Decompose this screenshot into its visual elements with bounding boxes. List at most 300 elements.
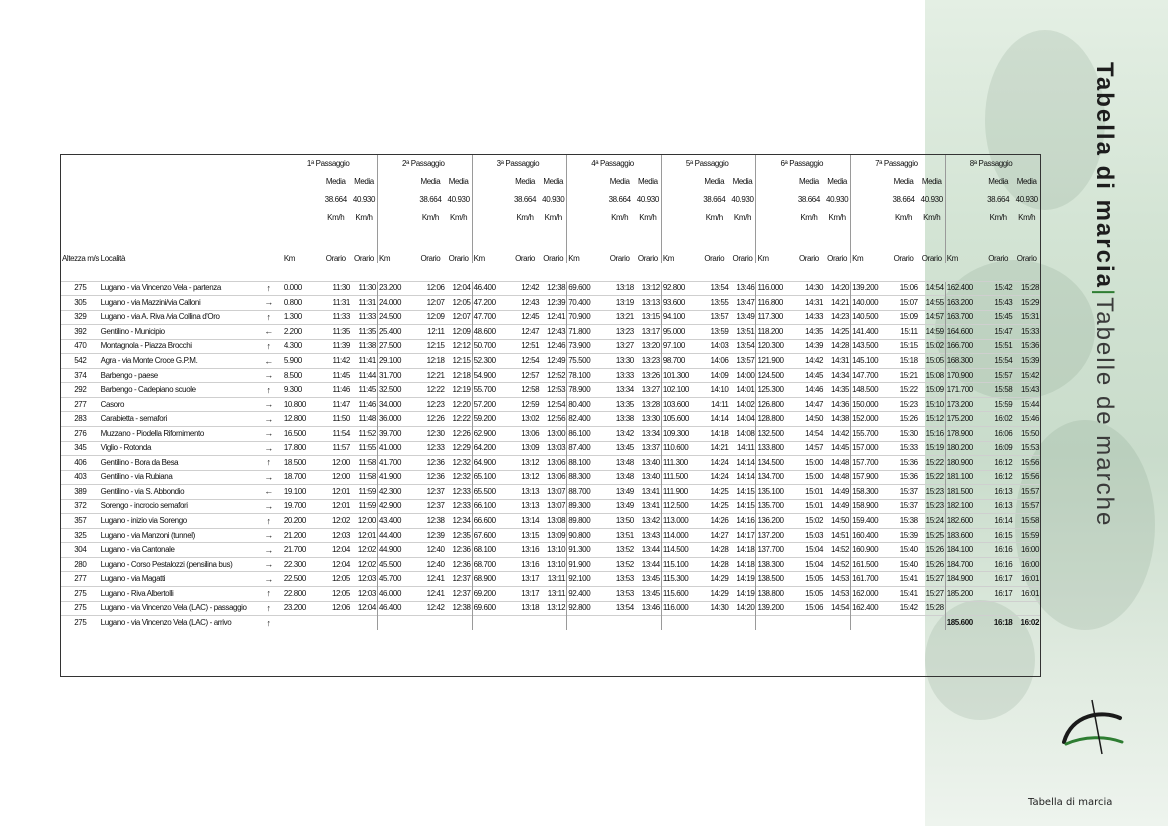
speed-value: 40.930 [542, 195, 565, 204]
km-cell: 25.400 [377, 325, 415, 340]
km-cell: 180.900 [945, 456, 983, 471]
time-fast-cell: 12:57 [510, 368, 541, 383]
km-header: Km [851, 227, 889, 263]
direction-arrow-icon: → [254, 368, 283, 383]
locality-cell: Montagnola - Piazza Brocchi [100, 339, 255, 354]
table-row [61, 601, 1040, 616]
time-fast-cell: 15:39 [888, 528, 919, 543]
time-slow-cell [540, 616, 566, 631]
speed-unit: Km/h [516, 213, 534, 222]
time-fast-cell: 13:51 [604, 528, 635, 543]
pass-ordinal: a [689, 160, 693, 166]
time-fast-cell: 12:00 [320, 470, 351, 485]
pass-title-2 [377, 155, 472, 173]
time-slow-cell: 14:25 [824, 325, 850, 340]
time-slow-cell: 14:50 [824, 514, 850, 529]
header-blank [472, 173, 510, 191]
time-fast-cell: 14:29 [699, 586, 730, 601]
time-fast-cell: 13:45 [604, 441, 635, 456]
km-cell: 27.500 [377, 339, 415, 354]
time-fast-cell: 16:17 [983, 572, 1014, 587]
media-label: Media [609, 177, 630, 186]
km-cell: 31.700 [377, 368, 415, 383]
km-cell: 21.200 [283, 528, 321, 543]
speed-value: 40.930 [352, 195, 375, 204]
time-slow-cell: 15:19 [919, 441, 945, 456]
time-fast-cell: 15:51 [983, 339, 1014, 354]
pass-ordinal: a [784, 160, 788, 166]
km-cell: 20.200 [283, 514, 321, 529]
time-fast-cell: 15:15 [888, 339, 919, 354]
time-fast-cell: 13:52 [604, 557, 635, 572]
km-cell: 141.400 [851, 325, 889, 340]
km-cell: 68.700 [472, 557, 510, 572]
time-slow-cell: 14:38 [824, 412, 850, 427]
direction-arrow-icon: ← [254, 354, 283, 369]
km-cell [567, 616, 605, 631]
time-fast-cell: 11:50 [320, 412, 351, 427]
time-fast-cell: 14:30 [794, 281, 825, 296]
time-slow-cell: 15:28 [1013, 281, 1040, 296]
time-slow-cell: 13:34 [635, 426, 661, 441]
time-slow-cell: 14:49 [824, 485, 850, 500]
speed-value: 38.664 [419, 195, 442, 204]
time-slow-cell: 13:10 [540, 557, 566, 572]
km-cell: 163.200 [945, 296, 983, 311]
time-fast-cell: 15:21 [888, 368, 919, 383]
direction-arrow-icon: → [254, 296, 283, 311]
km-cell: 46.400 [472, 281, 510, 296]
time-slow-cell: 12:53 [540, 383, 566, 398]
media-label: Media [988, 177, 1008, 186]
km-cell: 91.300 [567, 543, 605, 558]
km-cell: 148.500 [851, 383, 889, 398]
time-fast-cell: 15:23 [888, 397, 919, 412]
time-slow-cell: 12:22 [446, 412, 472, 427]
km-cell: 42.300 [377, 485, 415, 500]
time-fast-cell: 16:13 [983, 499, 1014, 514]
time-slow-cell: 14:01 [729, 383, 755, 398]
time-slow-cell: 12:38 [446, 601, 472, 616]
km-cell: 115.300 [661, 572, 699, 587]
pass-title-5 [661, 155, 756, 173]
km-cell: 111.300 [661, 456, 699, 471]
header-blank [567, 209, 605, 227]
time-slow-cell: 16:02 [1013, 616, 1040, 631]
km-cell: 182.100 [945, 499, 983, 514]
km-cell: 103.600 [661, 397, 699, 412]
time-fast-cell: 12:58 [510, 383, 541, 398]
locality-cell: Gentilino - Municipio [100, 325, 255, 340]
pass-label: Passaggio [313, 159, 350, 168]
km-cell [661, 616, 699, 631]
time-fast-cell: 11:30 [320, 281, 351, 296]
orario-header: Orario [420, 254, 441, 263]
time-fast-cell: 15:00 [794, 470, 825, 485]
altitude-cell: 392 [61, 325, 100, 340]
time-slow-cell: 14:45 [824, 441, 850, 456]
time-fast-cell: 14:30 [699, 601, 730, 616]
time-fast-cell: 15:47 [983, 325, 1014, 340]
time-slow-cell: 12:46 [540, 339, 566, 354]
time-fast-cell: 13:21 [604, 310, 635, 325]
time-slow-cell: 12:19 [446, 383, 472, 398]
time-fast-cell: 12:05 [320, 572, 351, 587]
time-fast-cell: 11:42 [320, 354, 351, 369]
time-fast-cell: 13:33 [604, 368, 635, 383]
direction-arrow-icon: → [254, 397, 283, 412]
time-slow-cell: 15:23 [919, 485, 945, 500]
time-fast-cell: 14:50 [794, 412, 825, 427]
time-slow-cell: 13:43 [635, 528, 661, 543]
time-slow-cell: 13:07 [540, 499, 566, 514]
altitude-cell: 372 [61, 499, 100, 514]
time-slow-cell: 11:31 [351, 296, 377, 311]
km-cell: 29.100 [377, 354, 415, 369]
pass-number: 4 [591, 159, 596, 168]
km-header: Km [283, 254, 296, 263]
km-cell: 173.200 [945, 397, 983, 412]
km-cell: 22.800 [283, 586, 321, 601]
time-fast-cell: 12:01 [320, 485, 351, 500]
pass-number: 8 [969, 159, 974, 168]
speed-value: 40.930 [920, 195, 943, 204]
km-cell: 69.600 [472, 601, 510, 616]
km-cell: 89.300 [567, 499, 605, 514]
time-slow-cell [351, 616, 377, 631]
time-fast-cell: 12:42 [510, 281, 541, 296]
altitude-cell: 374 [61, 368, 100, 383]
media-label: Media [637, 177, 658, 186]
time-fast-cell: 14:24 [699, 456, 730, 471]
km-cell: 137.200 [756, 528, 794, 543]
km-cell: 111.500 [661, 470, 699, 485]
time-slow-cell: 14:53 [824, 572, 850, 587]
time-fast-cell: 15:05 [794, 586, 825, 601]
time-fast-cell: 15:37 [888, 499, 919, 514]
speed-unit: Km/h [611, 213, 629, 222]
time-slow-cell: 14:31 [824, 354, 850, 369]
media-label: Media [704, 177, 725, 186]
time-slow-cell: 13:40 [635, 456, 661, 471]
time-slow-cell: 15:46 [1013, 412, 1040, 427]
km-cell: 126.800 [756, 397, 794, 412]
time-slow-cell [919, 616, 945, 631]
time-fast-cell: 16:13 [983, 485, 1014, 500]
time-slow-cell: 15:36 [1013, 339, 1040, 354]
speed-value: 40.930 [1015, 195, 1038, 204]
km-cell: 115.600 [661, 586, 699, 601]
altitude-header: Altezza m/s [62, 254, 99, 263]
pass-label: Passaggio [787, 159, 824, 168]
km-cell: 8.500 [283, 368, 321, 383]
header-blank [283, 209, 321, 227]
speed-value: 38.664 [987, 195, 1010, 204]
time-fast-cell: 16:17 [983, 586, 1014, 601]
time-fast-cell: 13:48 [604, 470, 635, 485]
time-fast-cell: 15:01 [794, 499, 825, 514]
km-cell: 116.800 [756, 296, 794, 311]
pass-number: 7 [875, 159, 880, 168]
gap-cell [61, 263, 1040, 272]
time-slow-cell: 15:05 [919, 354, 945, 369]
time-slow-cell: 15:56 [1013, 456, 1040, 471]
time-fast-cell: 12:15 [415, 339, 446, 354]
table-row [61, 485, 1040, 500]
time-fast-cell: 13:53 [604, 586, 635, 601]
time-fast-cell: 12:23 [415, 397, 446, 412]
pass-label: Passaggio [408, 159, 445, 168]
altitude-cell: 403 [61, 470, 100, 485]
time-slow-cell: 13:45 [635, 586, 661, 601]
time-slow-cell [446, 616, 472, 631]
time-fast-cell: 12:39 [415, 528, 446, 543]
time-fast-cell: 16:06 [983, 426, 1014, 441]
header-blank [377, 191, 415, 209]
km-cell: 65.500 [472, 485, 510, 500]
time-fast-cell [699, 616, 730, 631]
time-slow-cell: 14:54 [919, 281, 945, 296]
time-slow-cell: 14:18 [729, 543, 755, 558]
time-fast-cell: 12:22 [415, 383, 446, 398]
time-fast-cell: 14:45 [794, 368, 825, 383]
locality-cell: Gentilino - via S. Abbondio [100, 485, 255, 500]
time-slow-cell: 13:12 [540, 601, 566, 616]
table-row [61, 586, 1040, 601]
time-fast-cell: 13:18 [604, 281, 635, 296]
pass-ordinal: a [310, 160, 314, 166]
km-cell: 162.000 [851, 586, 889, 601]
km-cell: 69.600 [567, 281, 605, 296]
event-logo-icon [1058, 692, 1128, 762]
time-fast-cell: 16:15 [983, 528, 1014, 543]
time-fast-cell: 12:41 [415, 586, 446, 601]
time-slow-cell: 12:49 [540, 354, 566, 369]
time-fast-cell [983, 601, 1014, 616]
km-cell: 70.400 [567, 296, 605, 311]
time-slow-cell: 15:56 [1013, 470, 1040, 485]
time-slow-cell: 12:33 [446, 499, 472, 514]
time-fast-cell: 14:29 [699, 572, 730, 587]
time-fast-cell: 15:03 [794, 528, 825, 543]
locality-cell: Barbengo - paese [100, 368, 255, 383]
pass-title-3 [472, 155, 567, 173]
header-blank [661, 191, 699, 209]
side-title-secondary: Tabelle de marche [1091, 297, 1118, 528]
km-cell: 161.700 [851, 572, 889, 587]
time-fast-cell: 11:35 [320, 325, 351, 340]
km-cell: 47.200 [472, 296, 510, 311]
km-cell: 32.500 [377, 383, 415, 398]
time-slow-cell: 13:45 [635, 572, 661, 587]
km-cell: 185.600 [945, 616, 983, 631]
time-slow-cell: 12:52 [540, 368, 566, 383]
time-fast-cell: 16:09 [983, 441, 1014, 456]
time-slow-cell: 15:12 [919, 412, 945, 427]
time-fast-cell: 13:42 [604, 426, 635, 441]
km-cell: 157.000 [851, 441, 889, 456]
direction-arrow-icon: → [254, 412, 283, 427]
time-fast-cell: 13:23 [604, 325, 635, 340]
time-slow-cell: 13:46 [729, 281, 755, 296]
time-fast-cell: 15:43 [983, 296, 1014, 311]
time-slow-cell: 15:57 [1013, 485, 1040, 500]
km-cell: 59.200 [472, 412, 510, 427]
time-slow-cell: 12:39 [540, 296, 566, 311]
time-slow-cell: 12:04 [351, 601, 377, 616]
time-fast-cell: 12:18 [415, 354, 446, 369]
time-slow-cell: 12:15 [446, 354, 472, 369]
table-row [61, 514, 1040, 529]
time-slow-cell: 13:15 [635, 310, 661, 325]
speed-value: 38.664 [513, 195, 537, 204]
altitude-cell: 280 [61, 557, 100, 572]
time-fast-cell: 12:21 [415, 368, 446, 383]
orario-header: Orario [325, 254, 346, 263]
speed-unit: Km/h [355, 213, 373, 222]
locality-cell: Agra - via Monte Croce G.P.M. [100, 354, 255, 369]
km-cell: 184.700 [945, 557, 983, 572]
km-cell: 92.800 [567, 601, 605, 616]
time-slow-cell: 12:56 [540, 412, 566, 427]
time-slow-cell: 13:51 [729, 325, 755, 340]
speed-value: 40.930 [447, 195, 470, 204]
km-cell: 70.900 [567, 310, 605, 325]
time-slow-cell: 11:38 [351, 339, 377, 354]
km-cell [472, 616, 510, 631]
locality-cell: Sorengo - incrocio semafori [100, 499, 255, 514]
time-fast-cell: 16:18 [983, 616, 1014, 631]
time-fast-cell: 13:52 [604, 543, 635, 558]
time-fast-cell: 16:12 [983, 456, 1014, 471]
media-label: Media [515, 177, 535, 186]
km-cell: 133.800 [756, 441, 794, 456]
header-blank [567, 191, 605, 209]
pass-ordinal: a [406, 160, 409, 166]
km-cell: 171.700 [945, 383, 983, 398]
time-fast-cell: 13:55 [699, 296, 730, 311]
time-fast-cell: 11:33 [320, 310, 351, 325]
direction-arrow-icon: ← [254, 485, 283, 500]
time-slow-cell: 14:59 [919, 325, 945, 340]
table-row [61, 354, 1040, 369]
locality-cell: Carabietta - semafori [100, 412, 255, 427]
altitude-cell: 275 [61, 616, 100, 631]
orario-header: Orario [827, 254, 847, 263]
header-blank [945, 209, 983, 227]
time-fast-cell: 15:30 [888, 426, 919, 441]
time-fast-cell: 14:09 [699, 368, 730, 383]
km-cell: 136.200 [756, 514, 794, 529]
km-cell: 18.500 [283, 456, 321, 471]
time-fast-cell: 14:33 [794, 310, 825, 325]
header-blank [851, 209, 889, 227]
time-fast-cell: 15:26 [888, 412, 919, 427]
time-fast-cell: 14:47 [794, 397, 825, 412]
km-cell: 0.800 [283, 296, 321, 311]
time-fast-cell: 12:54 [510, 354, 541, 369]
km-cell: 160.400 [851, 528, 889, 543]
time-fast-cell: 12:40 [415, 543, 446, 558]
time-slow-cell: 12:37 [446, 572, 472, 587]
km-cell: 46.400 [377, 601, 415, 616]
orario-header: Orario [515, 254, 535, 263]
time-slow-cell: 15:44 [1013, 397, 1040, 412]
time-slow-cell: 11:48 [351, 412, 377, 427]
direction-arrow-icon: → [254, 543, 283, 558]
time-fast-cell: 11:54 [320, 426, 351, 441]
header-blank [945, 173, 983, 191]
km-cell: 102.100 [661, 383, 699, 398]
time-slow-cell: 13:41 [635, 485, 661, 500]
time-fast-cell: 12:05 [320, 586, 351, 601]
time-slow-cell: 14:20 [824, 281, 850, 296]
time-fast-cell: 15:11 [888, 325, 919, 340]
time-slow-cell: 13:44 [635, 557, 661, 572]
km-cell: 10.800 [283, 397, 321, 412]
time-slow-cell: 15:57 [1013, 499, 1040, 514]
km-cell: 94.100 [661, 310, 699, 325]
km-cell: 159.400 [851, 514, 889, 529]
km-header: Km [661, 227, 699, 263]
km-cell: 54.900 [472, 368, 510, 383]
header-row-columns [61, 227, 1040, 263]
km-cell: 44.400 [377, 528, 415, 543]
km-cell: 157.700 [851, 456, 889, 471]
km-cell: 97.100 [661, 339, 699, 354]
orario-header: Orario [704, 254, 725, 263]
km-cell: 101.300 [661, 368, 699, 383]
km-cell: 170.900 [945, 368, 983, 383]
time-slow-cell: 15:58 [1013, 514, 1040, 529]
time-fast-cell: 13:49 [604, 499, 635, 514]
km-cell: 135.700 [756, 499, 794, 514]
time-fast-cell: 13:16 [510, 557, 541, 572]
time-slow-cell [729, 616, 755, 631]
time-slow-cell: 12:05 [446, 296, 472, 311]
time-fast-cell [888, 616, 919, 631]
time-fast-cell: 15:45 [983, 310, 1014, 325]
time-fast-cell: 12:51 [510, 339, 541, 354]
time-fast-cell: 15:38 [888, 514, 919, 529]
time-fast-cell: 15:01 [794, 485, 825, 500]
time-fast-cell: 13:34 [604, 383, 635, 398]
time-fast-cell: 11:46 [320, 383, 351, 398]
time-slow-cell: 13:26 [635, 368, 661, 383]
time-fast-cell: 13:17 [510, 586, 541, 601]
km-cell: 157.900 [851, 470, 889, 485]
km-cell: 4.300 [283, 339, 321, 354]
km-cell: 66.100 [472, 499, 510, 514]
km-cell: 111.900 [661, 485, 699, 500]
time-slow-cell: 13:27 [635, 383, 661, 398]
side-title-main: Tabella di marcia [1091, 62, 1118, 289]
time-slow-cell: 12:09 [446, 325, 472, 340]
time-slow-cell: 11:35 [351, 325, 377, 340]
time-fast-cell: 12:07 [415, 296, 446, 311]
time-slow-cell: 14:49 [824, 499, 850, 514]
media-label: Media [732, 177, 753, 186]
direction-arrow-icon: ↑ [254, 586, 283, 601]
km-cell: 155.700 [851, 426, 889, 441]
km-cell: 41.000 [377, 441, 415, 456]
header-blank [283, 191, 321, 209]
time-fast-cell: 15:36 [888, 470, 919, 485]
header-blank [283, 173, 321, 191]
time-slow-cell: 14:19 [729, 586, 755, 601]
altitude-cell: 470 [61, 339, 100, 354]
pass-ordinal: a [973, 160, 977, 166]
